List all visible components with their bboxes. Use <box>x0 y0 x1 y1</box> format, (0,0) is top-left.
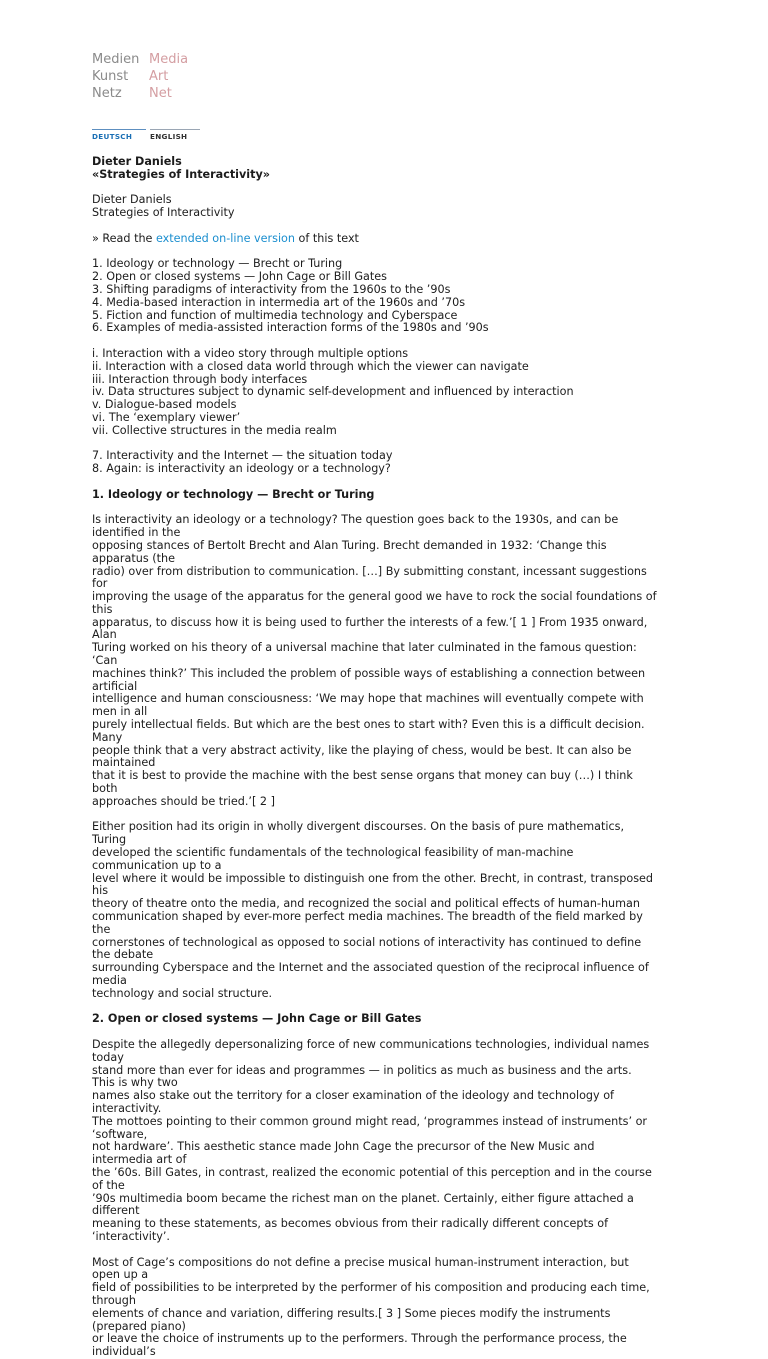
text-line: the ’60s. Bill Gates, in contrast, realized the economic potential of this perception and in the course of the <box>92 1165 652 1192</box>
text-line: people think that a very abstract activity, like the playing of chess, would be best. It can also be maintained <box>92 743 632 770</box>
toc-item: 3. Shifting paradigms of interactivity from the 1960s to the ’90s <box>92 282 451 296</box>
toc-item: 7. Interactivity and the Internet — the situation today <box>92 449 393 463</box>
subtoc-item: vii. Collective structures in the media realm <box>92 423 337 437</box>
text-line: field of possibilities to be interpreted by the performer of his composition and producing each time, through <box>92 1281 650 1307</box>
language-tab-english[interactable]: ENGLISH <box>150 129 200 145</box>
text-line: cornerstones of technological as opposed to social notions of interactivity has continued to define the debate <box>92 935 642 962</box>
text-line: communication shaped by ever-more perfect media machines. The breadth of the field marked by the <box>92 910 643 936</box>
subtoc-item: ii. Interaction with a closed data world through which the viewer can navigate <box>92 359 529 373</box>
text-line: level where it would be impossible to distinguish one from the other. Brecht, in contrast, transposed his <box>92 871 654 898</box>
paragraph <box>92 1039 658 1244</box>
toc-item: 8. Again: is interactivity an ideology or a technology? <box>92 462 391 476</box>
text-line: approaches should be tried.’[ 2 ] <box>92 794 275 808</box>
logo-row <box>92 51 188 68</box>
subtoc-item: i. Interaction with a video story through multiple options <box>92 346 409 360</box>
logo-word-en: Net <box>149 86 172 101</box>
text-line: apparatus, to discuss how it is being used to further the interests of a few.’[ 1 ] From 1935 onward, Alan <box>92 615 648 642</box>
text-line: or leave the choice of instruments up to the performers. Through the performance process, the individual’s <box>92 1332 627 1359</box>
logo-word-de: Netz <box>92 86 122 101</box>
text-line: Despite the allegedly depersonalizing force of new communications technologies, individual names today <box>92 1037 650 1064</box>
article-author: Dieter Daniels <box>92 155 182 168</box>
paragraph <box>92 1257 658 1359</box>
table-of-contents <box>92 258 658 335</box>
text-line: improving the usage of the apparatus for the general good we have to rock the social foundations of this <box>92 590 657 616</box>
toc-item: 4. Media-based interaction in intermedia art of the 1960s and ’70s <box>92 295 466 309</box>
read-suffix: of this text <box>295 231 359 245</box>
paragraph <box>92 514 658 808</box>
toc-item: 2. Open or closed systems — John Cage or Bill Gates <box>92 270 387 284</box>
article-author-plain: Dieter Daniels <box>92 193 172 207</box>
text-line: stand more than ever for ideas and programmes — in politics as much as business and the arts. This is why two <box>92 1063 632 1090</box>
text-line: The mottoes pointing to their common ground might read, ‘programmes instead of instruments’ or ‘software, <box>92 1114 648 1141</box>
text-line: names also stake out the territory for a closer examination of the ideology and technology of interactivity. <box>92 1089 614 1115</box>
toc-item: 6. Examples of media-assisted interaction forms of the 1980s and ’90s <box>92 321 489 335</box>
text-line: ’90s multimedia boom became the richest man on the planet. Certainly, either figure attached a different <box>92 1191 634 1218</box>
text-line: developed the scientific fundamentals of the technological feasibility of man-machine communication up to a <box>92 846 574 872</box>
table-of-contents-continued <box>92 450 658 476</box>
text-line: opposing stances of Bertolt Brecht and Alan Turing. Brecht demanded in 1932: ‘Change this apparatus (the <box>92 538 607 565</box>
logo-word-en: Art <box>149 69 169 84</box>
text-line: that it is best to provide the machine with the best sense organs that money can buy (…) I think both <box>92 769 633 796</box>
article-title: «Strategies of Interactivity» <box>92 167 271 181</box>
text-line: Turing worked on his theory of a universal machine that later culminated in the famous question: ‘Can <box>92 641 637 668</box>
language-switcher <box>92 129 200 145</box>
paragraph <box>92 821 658 1000</box>
logo-row <box>92 85 188 102</box>
text-line: Either position had its origin in wholly divergent discourses. On the basis of pure mathematics, Turing <box>92 820 625 847</box>
logo-word-de: Medien <box>92 52 140 67</box>
section-heading: 2. Open or closed systems — John Cage or Bill Gates <box>92 1012 422 1026</box>
subtoc-item: iii. Interaction through body interfaces <box>92 372 308 386</box>
read-online-line <box>92 233 658 246</box>
language-tab-deutsch[interactable]: DEUTSCH <box>92 129 146 145</box>
logo-word-en: Media <box>149 52 189 67</box>
article-title-plain: Strategies of Interactivity <box>92 206 235 220</box>
text-line: surrounding Cyberspace and the Internet and the associated question of the reciprocal influence of media <box>92 961 649 987</box>
subtoc-item: vi. The ‘exemplary viewer’ <box>92 410 241 424</box>
toc-item: 1. Ideology or technology — Brecht or Turing <box>92 257 343 271</box>
text-line: meaning to these statements, as becomes obvious from their radically different concepts of ‘interactivity’. <box>92 1217 609 1243</box>
article <box>92 156 658 1359</box>
logo-word-de: Kunst <box>92 69 129 84</box>
logo-row <box>92 68 188 85</box>
text-line: Is interactivity an ideology or a technology? The question goes back to the 1930s, and can be identified in the <box>92 513 619 540</box>
text-line: technology and social structure. <box>92 986 273 1000</box>
sub-table-of-contents <box>92 348 658 438</box>
text-line: machines think?’ This included the problem of possible ways of establishing a connection between artificial <box>92 666 646 693</box>
subtoc-item: v. Dialogue-based models <box>92 398 237 412</box>
subtoc-item: iv. Data structures subject to dynamic self-development and influenced by interaction <box>92 385 574 399</box>
read-prefix: » Read the <box>92 231 156 245</box>
site-logo[interactable] <box>92 51 188 102</box>
extended-version-link[interactable]: extended on-line version <box>155 231 295 245</box>
text-line: purely intellectual fields. But which are the best ones to start with? Even this is a difficult decision. Many <box>92 718 645 744</box>
section-heading: 1. Ideology or technology — Brecht or Turing <box>92 487 375 501</box>
text-line: intelligence and human consciousness: ‘We may hope that machines will eventually compete with men in all <box>92 692 644 719</box>
text-line: radio) over from distribution to communication. […] By submitting constant, incessant suggestions for <box>92 564 647 591</box>
text-line: not hardware’. This aesthetic stance made John Cage the precursor of the New Music and intermedia art of <box>92 1140 595 1167</box>
text-line: theory of theatre onto the media, and recognized the social and political effects of human-human <box>92 897 640 911</box>
text-line: Most of Cage’s compositions do not define a precise musical human-instrument interaction, but open up a <box>92 1255 629 1282</box>
text-line: elements of chance and variation, differing results.[ 3 ] Some pieces modify the instruments (prepared piano) <box>92 1306 611 1333</box>
toc-item: 5. Fiction and function of multimedia technology and Cyberspace <box>92 308 458 322</box>
